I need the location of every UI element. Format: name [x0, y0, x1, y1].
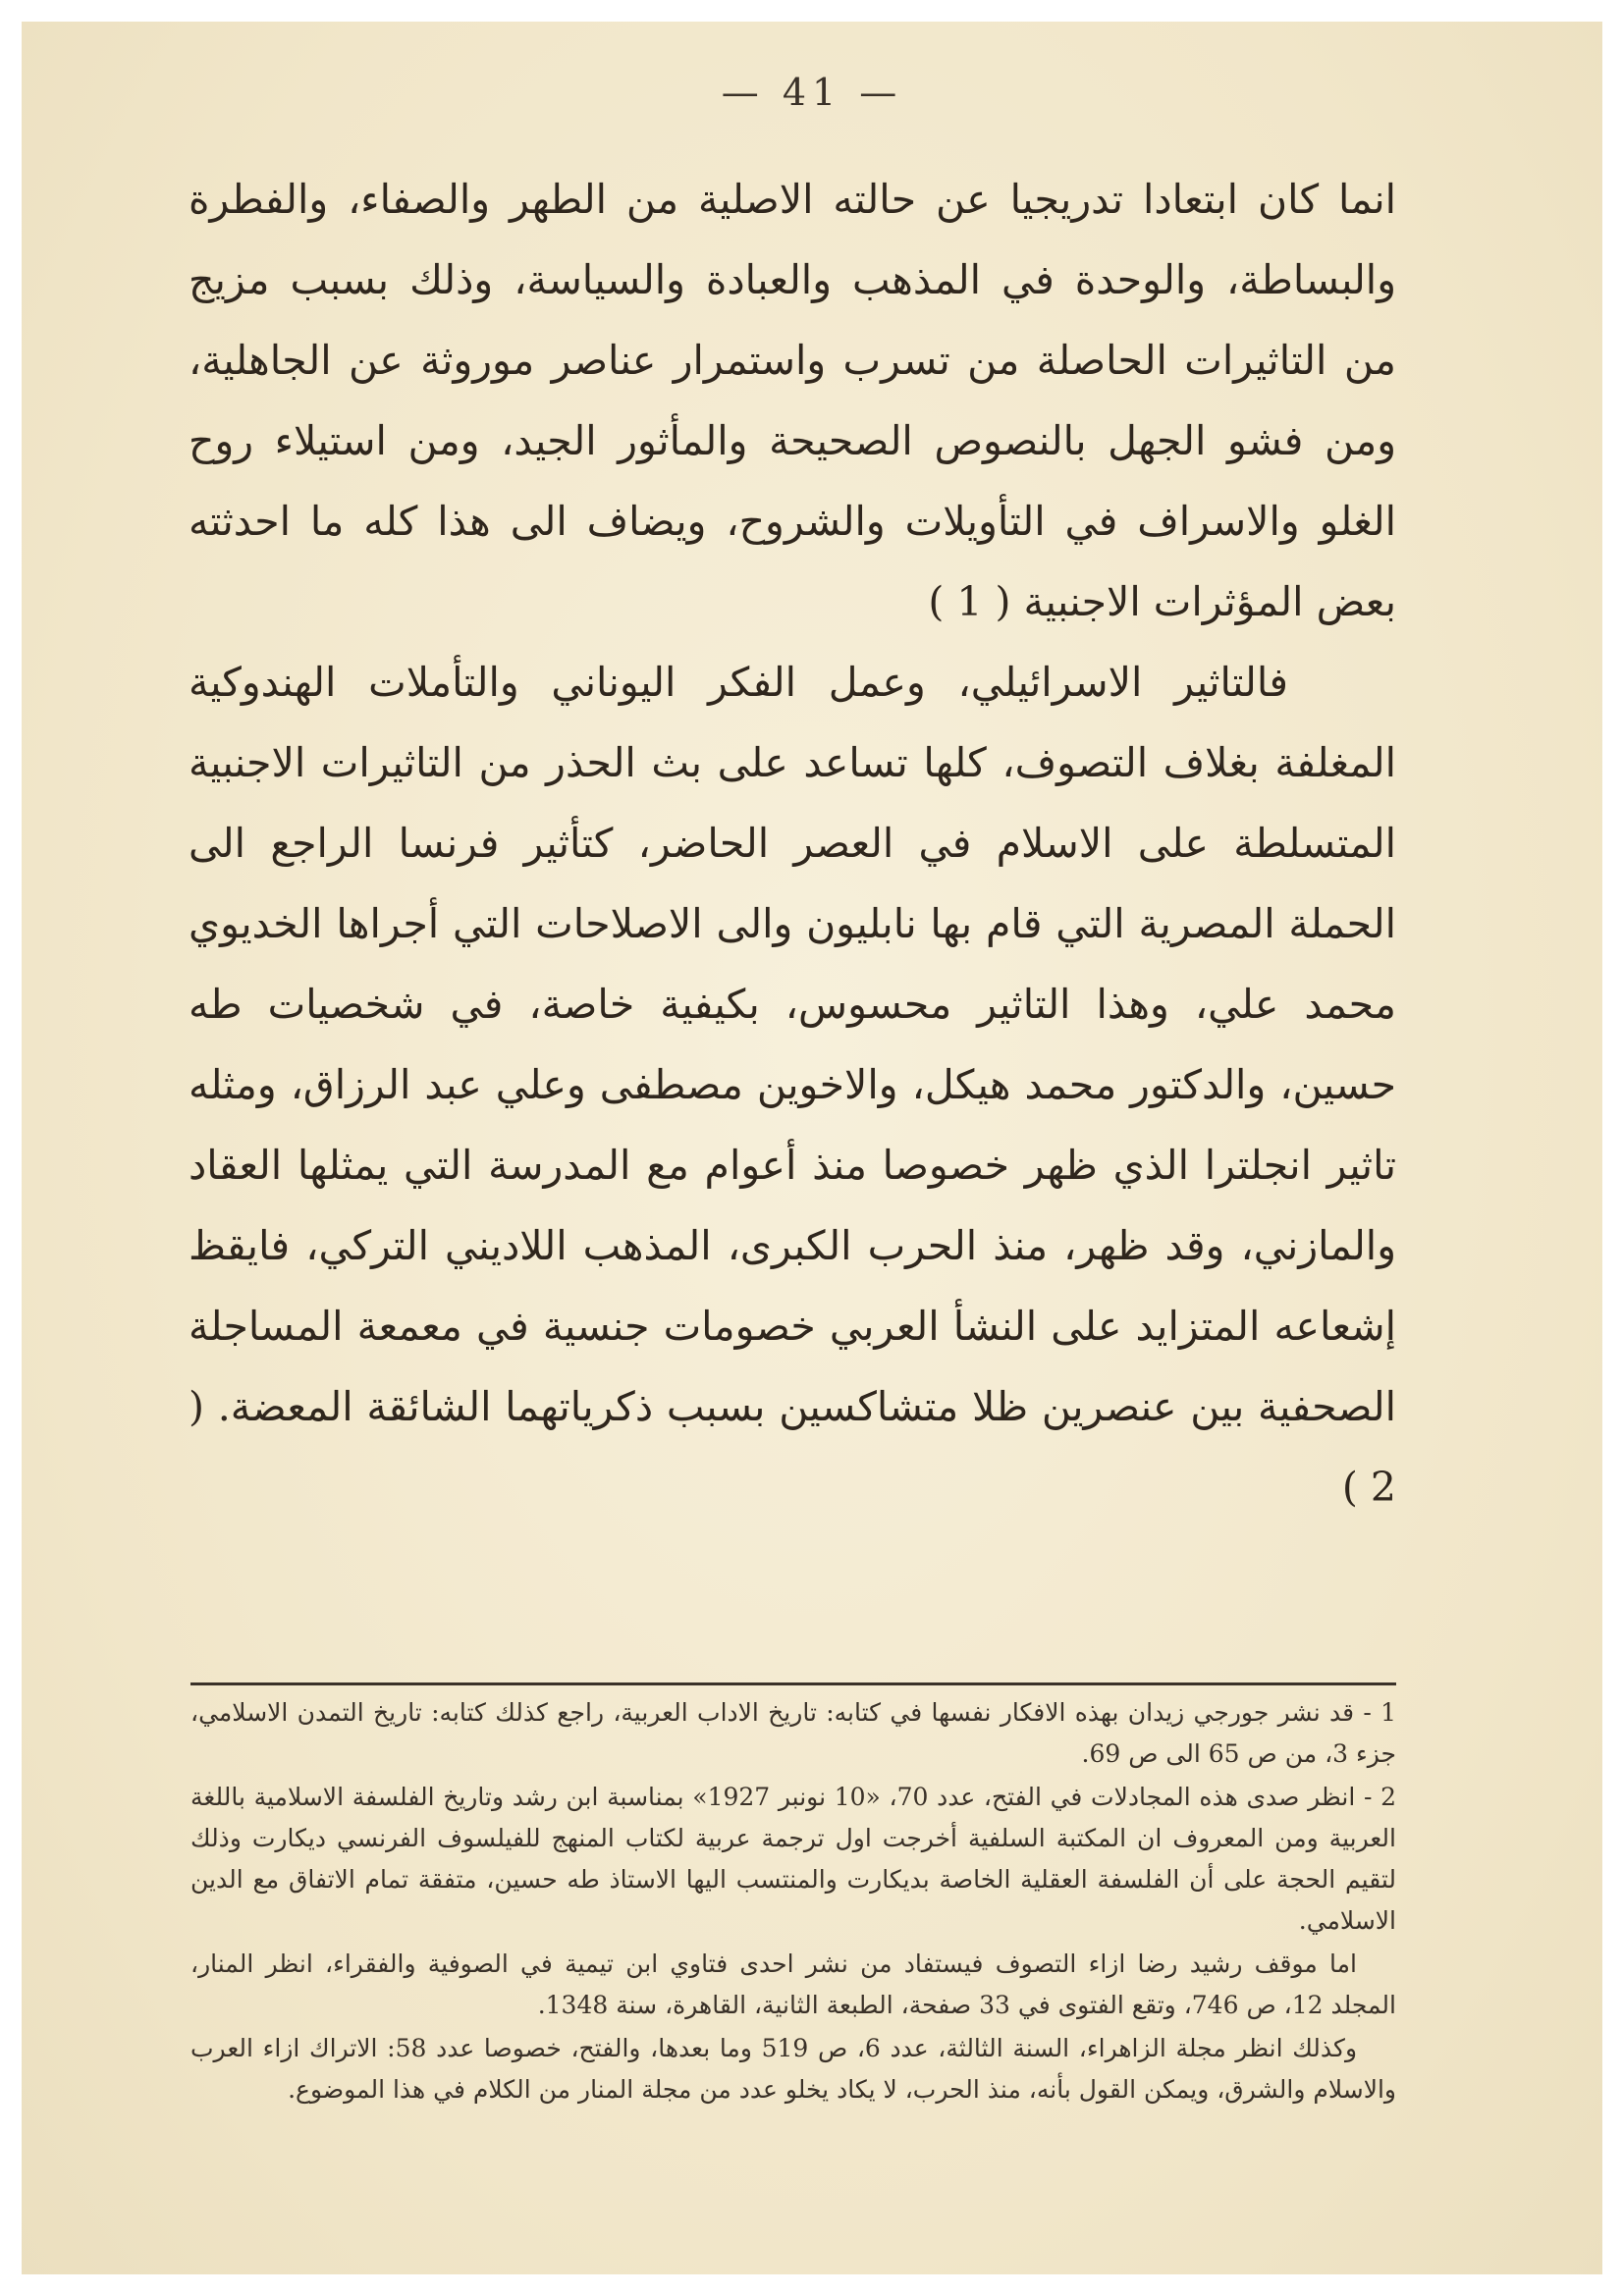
footnote-1: 1 - قد نشر جورجي زيدان بهذه الافكار نفسها في كتابه: تاريخ الاداب العربية، راجع كذلك كتابه: تاريخ التمدن الاسلامي، جزء 3، من ص 65 الى ص 69.: [190, 1698, 1396, 1768]
footnotes: [190, 1692, 1396, 2112]
footnote-2-continuation-1: اما موقف رشيد رضا ازاء التصوف فيستفاد من نشر احدى فتاوي ابن تيمية في الصوفية والفقراء، انظر المنار، المجلد 12، ص 746، وتقع الفتوى في 33 صفحة، الطبعة الثانية، القاهرة، سنة 1348.: [190, 1949, 1396, 2019]
paragraph-1: انما كان ابتعادا تدريجيا عن حالته الاصلية من الطهر والصفاء، والفطرة والبساطة، والوحدة في المذهب والعبادة والسياسة، وذلك بسبب مزيج من التاثيرات الحاصلة من تسرب واستمرار عناصر موروثة عن الجاهلية، ومن فشو الجهل بالنصوص الصحيحة والمأثور الجيد، ومن استيلاء روح الغلو والاسراف في التأويلات والشروح، ويضاف الى هذا كله ما احدثته بعض المؤثرات الاجنبية ( 1 ): [189, 176, 1396, 625]
page-number: — 41 —: [721, 71, 903, 114]
footnote-2: 2 - انظر صدى هذه المجادلات في الفتح، عدد 70، «10 نونبر 1927» بمناسبة ابن رشد وتاريخ الفلسفة الاسلامية باللغة العربية ومن المعروف ان المكتبة السلفية أخرجت اول ترجمة عربية لكتاب المنهج للفيلسوف الفرنسي ديكارت وذلك لتقيم الحجة على أن الفلسفة العقلية الخاصة بديكارت والمنتسب اليها الاستاذ طه حسين، متفقة تمام الاتفاق مع الدين الاسلامي.: [190, 1783, 1396, 1935]
footnote-separator: [190, 1682, 1396, 1685]
paragraph-2: فالتاثير الاسرائيلي، وعمل الفكر اليوناني والتأملات الهندوكية المغلفة بغلاف التصوف، كلها تساعد على بث الحذر من التاثيرات الاجنبية المتسلطة على الاسلام في العصر الحاضر، كتأثير فرنسا الراجع الى الحملة المصرية التي قام بها نابليون والى الاصلاحات التي أجراها الخديوي محمد علي، وهذا التاثير محسوس، بكيفية خاصة، في شخصيات طه حسين، والدكتور محمد هيكل، والاخوين مصطفى وعلي عبد الرزاق، ومثله تاثير انجلترا الذي ظهر خصوصا منذ أعوام مع المدرسة التي يمثلها العقاد والمازني، وقد ظهر، منذ الحرب الكبرى، المذهب اللاديني التركي، فايقظ إشعاعه المتزايد على النشأ العربي خصومات جنسية في معمعة المساجلة الصحفية بين عنصرين ظلا متشاكسين بسبب ذكرياتهما الشائقة المعضة. ( 2 ): [189, 659, 1396, 1511]
book-page: [22, 22, 1602, 2274]
footnote-2-continuation-2: وكذلك انظر مجلة الزاهراء، السنة الثالثة، عدد 6، ص 519 وما بعدها، والفتح، خصوصا عدد 58: الاتراك ازاء العرب والاسلام والشرق، ويمكن القول بأنه، منذ الحرب، لا يكاد يخلو عدد من مجلة المنار من الكلام في هذا الموضوع.: [190, 2034, 1396, 2104]
main-text: [189, 159, 1396, 1527]
